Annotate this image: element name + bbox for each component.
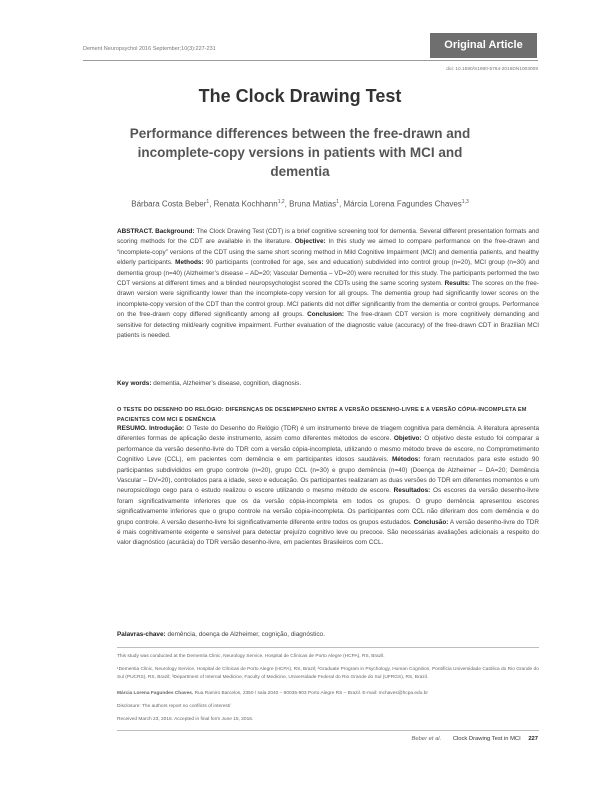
background-text: The Clock Drawing Test (CDT) is a brief cognitive screening tool for dementia. Several different presentation formats and scoring methods for the CDT are available in the literature. — [117, 228, 539, 246]
palavras-chave-label: Palavras-chave: — [117, 631, 166, 638]
palavras-chave-text: demência, doença de Alzheimer, cognição, diagnóstico. — [167, 631, 325, 638]
footnote-divider — [117, 647, 539, 648]
introducao-label: Introdução: — [149, 425, 185, 432]
conclusion-label: Conclusion: — [307, 311, 345, 319]
author-affiliation: 1 — [206, 199, 210, 205]
article-type-badge: Original Article — [430, 33, 537, 58]
journal-citation: Dement Neuropsychol 2016 September;10(3):227-231 — [83, 46, 216, 52]
objetivo-label: Objetivo: — [393, 435, 422, 443]
header-divider — [83, 60, 538, 61]
objective-label: Objective: — [294, 238, 326, 246]
author-affiliation: 1 — [336, 199, 340, 205]
objective-text: In this study we aimed to compare performance on the free-drawn and “incomplete-copy” versions of the CDT using the same short scoring method in Mild Cognitive Impairment (MCI) and dementia patients, and healthy elderly participants. — [117, 238, 539, 267]
keywords-text: dementia, Alzheimer’s disease, cognition, diagnosis. — [153, 380, 302, 387]
correspondence-address: Rua Ramiro Barcelos, 2350 / sala 2040 – 90035-903 Porto Alegre RS – Brazil. E-mail: mchaves@hcpa.edu.br — [194, 691, 428, 696]
resumo — [117, 424, 539, 549]
author-name: Renata Kochhann — [213, 199, 278, 209]
footnote-affiliations: ¹Dementia Clinic, Neurology Service, Hospital de Clínicas de Porto Alegre (HCPA), RS, Brazil; ²Graduate Program in Psychology, Human Cognition, Pontifícia Universidade Católica do Rio Grande do Sul (PUCRS), RS, Brazil; ³Department of Internal Medicine, Faculty of Medicine, Universidade Federal do Rio Grande do Sul (UFRGS), RS, Brazil. — [117, 667, 539, 680]
page-number: 227 — [528, 736, 538, 742]
abstract — [117, 227, 539, 341]
footer-title: Clock Drawing Test in MCI — [452, 736, 521, 742]
background-label: Background: — [155, 228, 195, 235]
author-name: Bruna Matias — [289, 199, 337, 209]
results-label: Results: — [444, 280, 470, 288]
author-name: Bárbara Costa Beber — [131, 199, 207, 209]
footer-authors: Beber et al. — [411, 736, 442, 742]
page-footer — [412, 736, 538, 742]
author-name: Márcia Lorena Fagundes Chaves — [343, 199, 462, 209]
author-affiliation: 1,3 — [461, 199, 469, 205]
metodos-label: Métodos: — [391, 456, 421, 464]
introducao-text: O Teste do Desenho do Relógio (TDR) é um instrumento breve de triagem cognitiva para demência. A literatura apresenta diferentes formas de aplicação deste instrumento, assim como diferentes métodos de escore. — [117, 425, 540, 443]
author-affiliation: 1,2 — [277, 199, 285, 205]
palavras-chave — [117, 631, 325, 638]
footnote-study-site: This study was conducted at the Dementia Clinic, Neurology Service, Hospital de Clínicas de Porto Alegre (HCPA), RS, Brazil. — [117, 654, 385, 659]
doi-link[interactable]: doi: 10.1590/S1980-5764-2016DN1003009 — [446, 67, 538, 72]
abstract-label: ABSTRACT. — [117, 228, 154, 235]
footer-divider — [117, 730, 539, 731]
conclusao-text: A versão desenho-livre do TDR é mais cognitivamente exigente e sensível para detectar prejuízo cognitivo leve ou precoce. São necessárias avaliações adicionais a respeito do valor diagnóstico (acurácia) do TDR versão desenho-livre, em pacientes Brasileiros com CCL. — [117, 518, 540, 547]
footnote-received: Received March 23, 2016. Accepted in final form June 15, 2016. — [117, 717, 254, 722]
objetivo-text: O objetivo deste estudo foi comparar a performance da versão desenho-livre do TDR com a versão cópia-incompleta, utilizando o mesmo método breve de escore, no Comprometimento Cognitivo Leve (CCL), em pacientes com demência e em participantes idosos saudáveis. — [117, 435, 539, 464]
resultados-text: Os escores da versão desenho-livre foram significativamente inferiores que os da versão cópia-incompleta em todos os grupos. O grupo demência apresentou escores significativamente inferiores que o grupo controle na versão cópia-incompleta. Os participantes com CCL não diferiram dos com demência e do grupo controle. A versão desenho-livre foi significativamente diferente entre todos os grupos estudados. — [117, 487, 539, 526]
resumo-label: RESUMO. — [117, 425, 147, 432]
metodos-text: foram recrutados para este estudo 90 participantes subdivididos em grupo controle (n=20), grupo CCL (n=30) e grupo demência (n=40) (Doença de Alzheimer – DA=20; Demência Vascular – DV=20), controlados para a idade, sexo e educação. Os participantes realizaram as duas versões do TDR em diferentes momentos e um neuropsicólogo cego para o estudo realizou o escore utilizando o mesmo método de escore. — [117, 456, 539, 495]
keywords-label: Key words: — [117, 380, 152, 387]
conclusion-text: The free-drawn CDT version is more cognitively demanding and sensitive for detecting mild/early cognitive impairment. Further evaluation of the diagnostic value (accuracy) of the free-drawn CDT in Brazilian MCI patients is needed. — [117, 311, 539, 340]
portuguese-title: O TESTE DO DESENHO DO RELÓGIO: DIFERENÇAS DE DESEMPENHO ENTRE A VERSÃO DESENHO-LIVRE E A VERSÃO CÓPIA-INCOMPLETA EM PACIENTES COM MCI E DEMÊNCIA — [117, 407, 527, 424]
conclusao-label: Conclusão: — [413, 518, 449, 526]
footnote-disclosure: Disclosure: The authors report no conflicts of interest/ — [117, 704, 231, 709]
paper-subtitle: Performance differences between the free-drawn and incomplete-copy versions in patients with MCI and dementia — [129, 126, 471, 179]
resultados-label: Resultados: — [393, 487, 431, 495]
correspondence-name: Márcia Lorena Fagundes Chaves. — [117, 691, 194, 696]
methods-label: Methods: — [175, 259, 204, 267]
paper-title: The Clock Drawing Test — [198, 86, 402, 106]
footnote-correspondence — [117, 690, 539, 698]
results-text: The scores on the free-drawn version were significantly lower than the incomplete-copy version for all groups. The dementia group had significantly lower scores on the incomplete-copy version of the CDT than the control group. MCI patients did not differ significantly from the dementia or control groups. Performance on the free-drawn copy differed significantly among all groups. — [117, 280, 539, 319]
methods-text: 90 participants (controlled for age, sex and education) subdivided into control group (n=20), MCI group (n=30) and dementia group (n=40) (Alzheimer’s disease – AD=20; Vascular Dementia – VD=20) were recruited for this study. The participants performed the two CDT versions at different times and a blinded neuropsychologist scored the CDTs using the same scoring system. — [117, 259, 539, 288]
author-list: Bárbara Costa Beber$^1$, Renata Kochhann$^{1,2}$, Bruna Matias$^1$, Márcia Lorena Fagundes Chaves$^{1,3}$ — [131, 199, 469, 209]
keywords — [117, 380, 301, 387]
